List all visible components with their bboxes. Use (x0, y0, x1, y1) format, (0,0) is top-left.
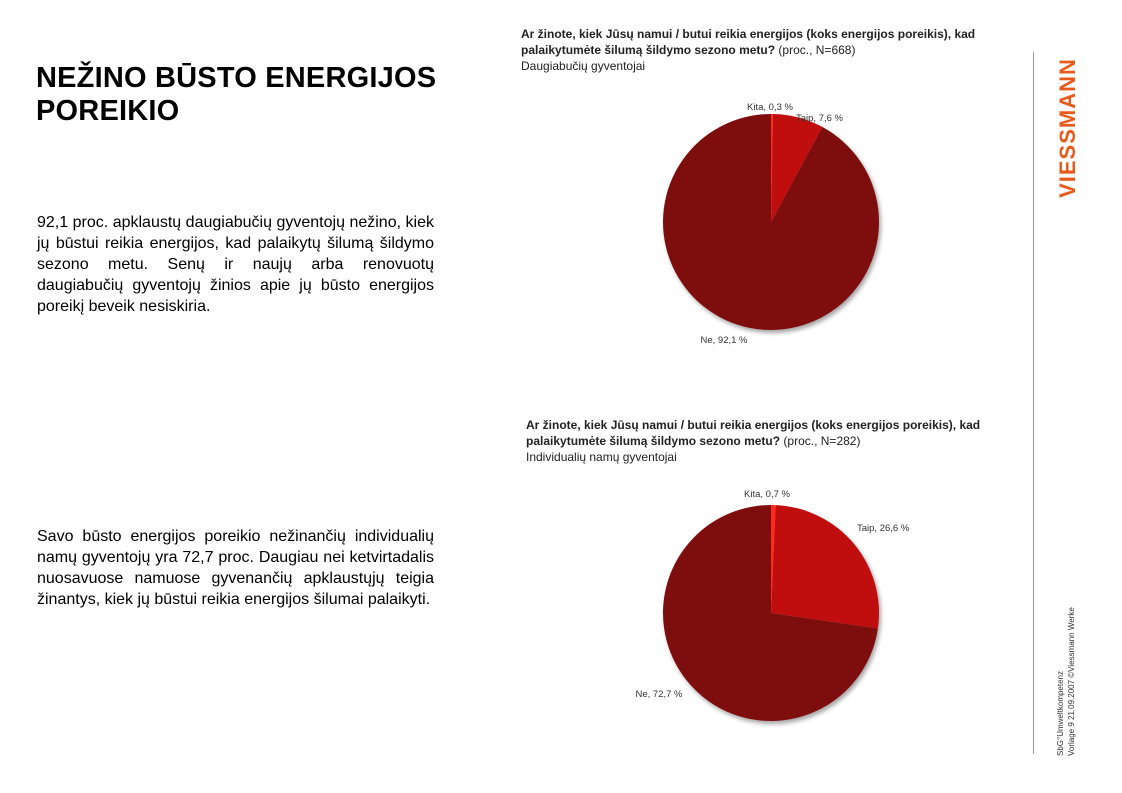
chart-subtitle: Individualių namų gyventojai (526, 450, 677, 464)
vertical-divider (1033, 52, 1034, 754)
footer-line-2: Vorlage 9 21.09.2007 ©Viessmann Werke (1067, 607, 1076, 756)
pie-label-2-1: Kita, 0,7 % (744, 489, 790, 500)
pie-label-1-1: Kita, 0,3 % (747, 102, 793, 113)
pie-chart-2 (663, 505, 879, 721)
pie-label-1-3: Ne, 92,1 % (700, 335, 748, 346)
page-title: NEŽINO BŪSTO ENERGIJOS POREIKIO (36, 62, 437, 127)
pie-label-2-3: Ne, 72,7 % (635, 689, 683, 700)
summary-paragraph-apartments: 92,1 proc. apklaustų daugiabučių gyventojų nežino, kiek jų būstui reikia energijos, kad palaikytų šilumą šildymo sezono metu. Senų ir naujų arba renovuotų daugiabučių gyventojų žinios apie jų būsto energijos poreikį beveik nesiskiria. (37, 214, 434, 315)
chart-question: Ar žinote, kiek Jūsų namui / butui reikia energijos (koks energijos poreikis), kad palaikytumėte šilumą šildymo sezono metu? (526, 418, 981, 448)
chart-subtitle: Daugiabučių gyventojai (521, 59, 646, 73)
viessmann-logo: VIESSMANN (1055, 58, 1080, 198)
summary-paragraph-houses: Savo būsto energijos poreikio nežinančių individualių namų gyventojų yra 72,7 proc. Daugiau nei ketvirtadalis nuosavuose namuose gyvenančių apklaustųjų teigia žinantys, kiek jų būstui reikia energijos šilumai palaikyti. (37, 528, 434, 608)
chart-note: (proc., N=668) (778, 43, 856, 57)
pie-slice-1-3 (663, 114, 879, 330)
chart-note: (proc., N=282) (783, 434, 861, 448)
footer-line-1: SbG°Umweltkompetenz (1056, 670, 1065, 756)
pie-label-1-2: Taip, 7,6 % (796, 113, 843, 124)
chart-question: Ar žinote, kiek Jūsų namui / butui reikia energijos (koks energijos poreikis), kad palaikytumėte šilumą šildymo sezono metu? (521, 27, 976, 57)
pie-label-2-2: Taip, 26,6 % (857, 523, 910, 534)
pie-chart-1 (663, 114, 879, 330)
